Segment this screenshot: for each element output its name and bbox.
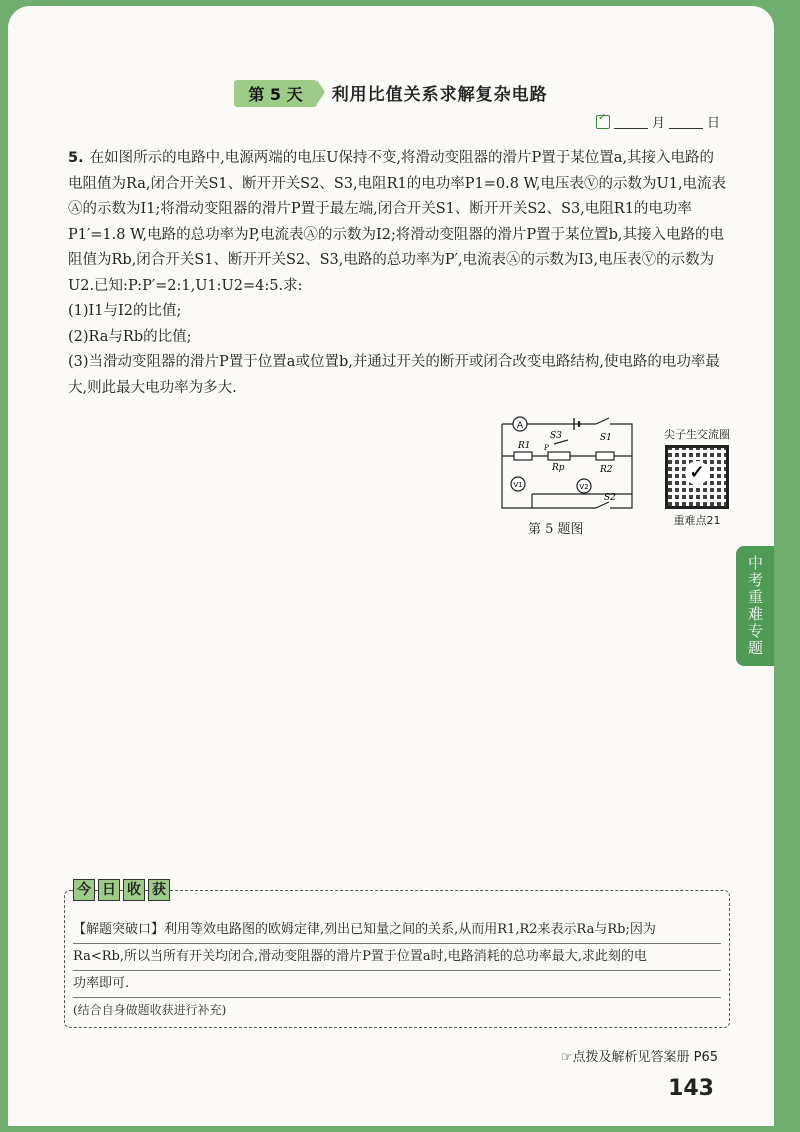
circuit-diagram — [492, 416, 642, 516]
gain-char-1: 今 — [73, 879, 95, 901]
gain-char-3: 收 — [123, 879, 145, 901]
gain-char-4: 获 — [148, 879, 170, 901]
problem-paragraph: 在如图所示的电路中,电源两端的电压U保持不变,将滑动变阻器的滑片P置于某位置a,其接入电路的电阻值为Ra,闭合开关S1、断开开关S2、S3,电阻R1的电功率P1=0.8 W,电压表Ⓥ的示数为U1,电流表Ⓐ的示数为I1;将滑动变阻器的滑片P置于最左端,闭合开关S1、断开开关S2、S3,电阻R1的电功率P1′=1.8 W,电路的总功率为P,电流表Ⓐ的示数为I2;将滑动变阻器的滑片P置于某位置b,其接入电路的电阻值为Rb,闭合开关S1、断开开关S2、S3,电路的总功率为P′,电流表Ⓐ的示数为I3,电压表Ⓥ的示数为U2.已知:P:P′=2:1,U1:U2=4:5.求: — [68, 150, 727, 294]
sub-question-1: (1)I1与I2的比值; — [68, 303, 182, 319]
s1-label: S1 — [600, 433, 612, 443]
voltmeter-v2-icon — [577, 479, 591, 493]
qr-bottom-text: 重难点21 — [673, 514, 721, 527]
figure-caption: 第 5 题图 — [528, 522, 584, 537]
switch-s1 — [596, 418, 612, 443]
resistor-r2 — [596, 452, 614, 475]
rp-label: Rp — [552, 463, 565, 473]
calendar-check-icon — [596, 115, 610, 129]
resistor-r1 — [514, 441, 532, 460]
daily-gain-box — [64, 882, 730, 1028]
switch-s3 — [550, 431, 568, 444]
page — [8, 6, 774, 1126]
date-row — [596, 112, 720, 131]
slider-p-label: P — [544, 444, 549, 452]
r2-label: R2 — [600, 465, 613, 475]
ammeter-icon — [513, 417, 527, 431]
day-tag: 第 5 天 — [234, 80, 316, 107]
gain-line-3: 功率即可. — [73, 971, 721, 998]
v1-label: V1 — [513, 481, 523, 489]
gain-hint: (结合自身做题收获进行补充) — [73, 1003, 227, 1017]
s3-label: S3 — [550, 431, 562, 441]
gain-text — [73, 917, 721, 998]
sub-question-3: (3)当滑动变阻器的滑片P置于位置a或位置b,并通过开关的断开或闭合改变电路结构,使电路的电功率最大,则此最大电功率为多大. — [68, 354, 720, 396]
day-label: 日 — [706, 116, 720, 131]
page-number: 143 — [668, 1076, 714, 1101]
gain-char-2: 日 — [98, 879, 120, 901]
r1-label: R1 — [518, 441, 531, 451]
daily-gain-label — [73, 879, 170, 901]
answer-reference: ☞点拨及解析见答案册 P65 — [560, 1050, 718, 1065]
month-blank — [614, 115, 648, 129]
check-icon: ✓ — [685, 461, 709, 485]
problem-statement — [68, 146, 728, 299]
v2-label: V2 — [579, 483, 589, 491]
day-blank — [669, 115, 703, 129]
page-title: 利用比值关系求解复杂电路 — [331, 85, 548, 105]
problem-5 — [68, 146, 728, 401]
gain-line-2: Ra<Rb,所以当所有开关均闭合,滑动变阻器的滑片P置于位置a时,电路消耗的总功率最大,求此刻的电 — [73, 944, 721, 971]
s2-label: S2 — [604, 493, 616, 503]
question-number: 5. — [68, 150, 84, 166]
qr-code-icon[interactable] — [665, 445, 729, 509]
month-label: 月 — [651, 116, 665, 131]
voltmeter-v1-icon — [511, 477, 525, 491]
section-header — [8, 80, 774, 107]
qr-top-text: 尖子生交流圈 — [664, 428, 730, 441]
rheostat-rp — [543, 444, 570, 473]
side-tab[interactable]: 中考重难专题 — [736, 546, 774, 666]
ammeter-label: A — [516, 421, 524, 431]
sub-question-2: (2)Ra与Rb的比值; — [68, 328, 192, 345]
qr-block — [652, 426, 742, 528]
gain-line-1: 【解题突破口】利用等效电路图的欧姆定律,列出已知量之间的关系,从而用R1,R2来表示Ra与Rb;因为 — [73, 917, 721, 944]
